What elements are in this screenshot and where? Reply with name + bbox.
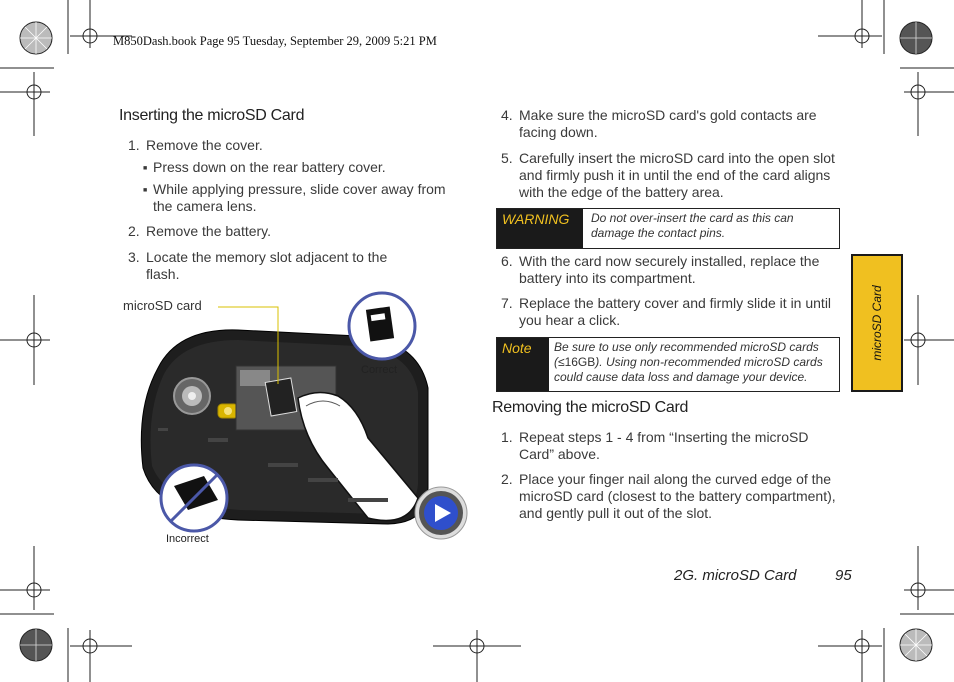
note-fragment: ( [554,355,558,369]
step-number: 5. [501,150,513,166]
bullet-text: Press down on the rear battery cover. [153,159,386,175]
step-text-cont: and gently pull it out of the slot. [519,505,713,521]
step-number: 2. [128,223,140,239]
footer-section: 2G. microSD Card [674,567,797,584]
step-text: Remove the cover. [146,137,263,153]
bullet-mark: ■ [143,187,148,194]
step-text-cont: battery into its compartment. [519,270,696,286]
warning-line: damage the contact pins. [591,226,726,240]
bullet-mark: ■ [143,165,148,172]
step-2 [128,223,468,243]
next-page-button[interactable] [414,486,468,540]
step-text: With the card now securely installed, replace the [519,253,820,269]
step-text: Replace the battery cover and firmly slide it in until [519,295,832,311]
note-text [554,340,823,385]
section-heading-inserting: Inserting the microSD Card [119,107,305,124]
note-label: Note [497,338,549,391]
step-text: Place your finger nail along the curved edge of the [519,471,832,487]
bullet-1 [143,159,473,179]
bullet-text-cont: the camera lens. [153,198,257,214]
step-text: Remove the battery. [146,223,272,239]
page-number: 95 [835,567,852,584]
correct-label: Correct [361,364,398,376]
step-number: 1. [128,137,140,153]
remove-step-1 [501,429,846,467]
step-text: Locate the memory slot adjacent to the [146,249,388,265]
step-4 [501,107,846,145]
remove-step-2 [501,471,846,526]
step-number: 4. [501,107,513,123]
note-box [496,337,840,392]
bullet-text: While applying pressure, slide cover away from [153,181,446,197]
note-line [554,355,823,370]
step-text-cont: microSD card (closest to the battery compartment), [519,488,836,504]
note-fragment: ). Using non-recommended microSD cards [595,355,823,369]
incorrect-label: Incorrect [166,533,209,545]
step-text: Carefully insert the microSD card into the open slot [519,150,835,166]
warning-label: WARNING [497,209,583,248]
step-number: 3. [128,249,140,265]
step-text-cont: with the edge of the battery area. [519,184,724,200]
step-text-cont: facing down. [519,124,598,140]
play-arrow-icon [414,486,468,540]
warning-box [496,208,840,249]
step-text-cont: flash. [146,266,180,282]
note-line: could cause data loss and damage your device. [554,370,808,384]
note-capacity: ≤16GB [558,355,596,369]
step-7 [501,295,846,333]
warning-text [591,211,794,241]
warning-line: Do not over-insert the card as this can [591,211,794,225]
step-text: Repeat steps 1 - 4 from “Inserting the microSD [519,429,809,445]
book-header: M850Dash.book Page 95 Tuesday, September 29, 2009 5:21 PM [113,34,437,48]
step-5 [501,150,846,205]
bullet-2 [143,181,473,219]
step-number: 2. [501,471,513,487]
step-text-cont: Card” above. [519,446,600,462]
section-side-tab [851,254,903,392]
step-1 [128,137,468,157]
step-text-cont: you hear a click. [519,312,621,328]
step-text: Make sure the microSD card's gold contacts are [519,107,817,123]
step-number: 6. [501,253,513,269]
figure-callout-label: microSD card [123,298,202,313]
section-heading-removing: Removing the microSD Card [492,399,689,416]
side-tab-label: microSD Card [870,285,884,361]
note-line: Be sure to use only recommended microSD cards [554,340,819,354]
step-number: 1. [501,429,513,445]
step-number: 7. [501,295,513,311]
step-6 [501,253,846,291]
step-3 [128,249,468,287]
step-text-cont: and firmly push it in until the end of the card aligns [519,167,831,183]
